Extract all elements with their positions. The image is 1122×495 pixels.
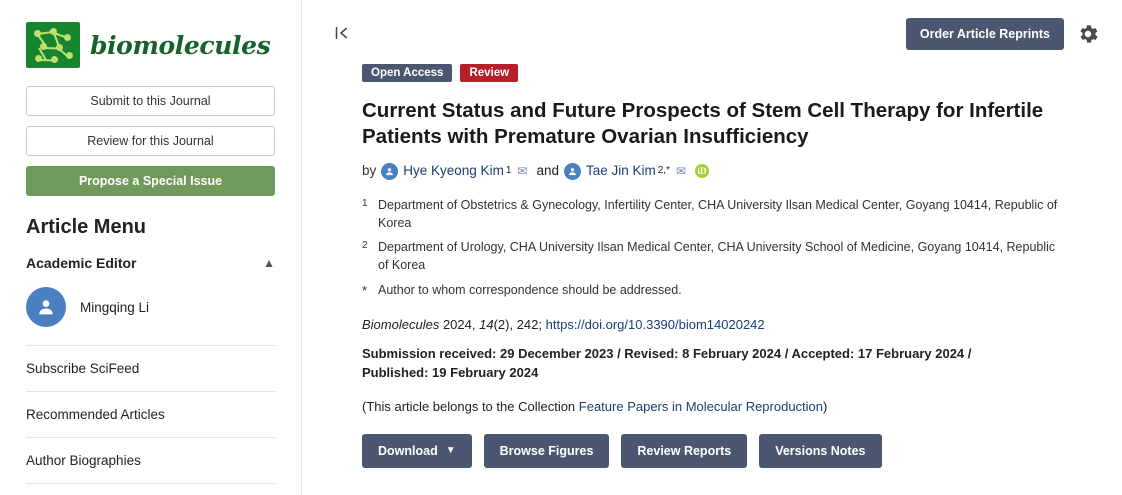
collection-prefix: (This article belongs to the Collection [362,398,579,414]
journal-logo[interactable] [26,22,275,68]
doi-link[interactable]: https://doi.org/10.3390/biom14020242 [545,316,765,332]
affiliations [362,196,1062,299]
status-badge-review: Review [460,64,518,82]
author-avatar-icon-2 [564,163,581,180]
sidebar-item-author-biographies[interactable]: Author Biographies [26,438,275,484]
sidebar-item-recommended-articles[interactable]: Recommended Articles [26,392,275,438]
versions-notes-button[interactable]: Versions Notes [759,434,881,468]
author-affiliation-marker-2: 2,* [657,165,670,177]
citation-journal: Biomolecules [362,316,440,332]
order-article-reprints-button[interactable]: Order Article Reprints [906,18,1064,50]
biomolecules-logo-icon [26,22,80,68]
affiliation-item [362,196,1062,232]
propose-special-issue-button[interactable]: Propose a Special Issue [26,166,275,196]
browse-figures-button[interactable]: Browse Figures [484,434,610,468]
gear-icon[interactable] [1076,22,1100,46]
citation-year: 2024 [442,316,472,332]
collection-suffix: ) [823,398,828,414]
citation-issue: (2) [493,316,510,332]
author-name-1[interactable]: Hye Kyeong Kim [403,163,504,179]
citation-volume: 14 [479,316,494,332]
affiliation-item [362,281,1062,299]
article-menu-title: Article Menu [26,216,147,238]
main-content [302,0,1122,495]
download-label: Download [378,443,438,458]
chevron-up-icon: ▲ [263,256,275,270]
sidebar [0,0,302,495]
citation-page: 242 [516,316,539,332]
user-avatar-icon [26,287,66,327]
collapse-sidebar-icon[interactable] [332,24,350,45]
article-badges [362,64,1082,82]
author-name-2[interactable]: Tae Jin Kim [585,163,656,179]
affiliation-item [362,238,1062,274]
collection-note [362,399,1082,414]
review-for-journal-button[interactable]: Review for this Journal [26,126,275,156]
academic-editor-section-header[interactable] [26,255,275,281]
submit-to-journal-button[interactable]: Submit to this Journal [26,86,275,116]
author-affiliation-marker-1: 1 [505,165,512,177]
author-list [362,160,1082,182]
page-title: Current Status and Future Prospects of Stem Cell Therapy for Infertile Patients with Premature Ovarian Insufficiency [362,99,1044,149]
academic-editor-name: Mingqing Li [80,299,150,315]
download-button[interactable] [362,434,472,468]
affiliation-text: Department of Urology, CHA University Ilsan Medical Center, CHA University School of Medicine, Goyang 10414, Republic of Korea [378,240,1056,273]
correspondence-marker: * [362,282,368,298]
journal-title: biomolecules [90,30,271,60]
correspondence-text: Author to whom correspondence should be addressed. [378,282,682,297]
affiliation-marker: 2 [362,240,368,252]
author-avatar-icon [381,163,398,180]
affiliation-text: Department of Obstetrics & Gynecology, Infertility Center, CHA University Ilsan Medical Center, Goyang 10414, Republic of Korea [378,198,1058,231]
citation-line: Biomolecules 2024, 14(2), 242; https://doi.org/10.3390/biom14020242 [362,316,765,332]
sidebar-item-subscribe-scifeed[interactable]: Subscribe SciFeed [26,346,275,392]
and-label: and [536,163,559,179]
submission-dates: Submission received: 29 December 2023 / Revised: 8 February 2024 / Accepted: 17 February 2024 / Published: 19 February 2024 [362,345,972,381]
academic-editor-entry[interactable] [26,281,275,346]
affiliation-marker: 1 [362,198,368,210]
email-icon-author-1[interactable]: ✉ [517,163,528,178]
article-action-buttons [362,434,1082,468]
academic-editor-label: Academic Editor [26,255,137,271]
chevron-down-icon: ▼ [445,445,456,457]
top-right-actions [906,18,1100,50]
email-icon-author-2[interactable]: ✉ [675,163,687,178]
review-reports-button[interactable]: Review Reports [621,434,747,468]
status-badge-open-access: Open Access [362,64,452,82]
orcid-icon[interactable]: iD [695,164,709,178]
collection-link[interactable]: Feature Papers in Molecular Reproduction [578,398,824,414]
by-label: by [362,163,377,179]
